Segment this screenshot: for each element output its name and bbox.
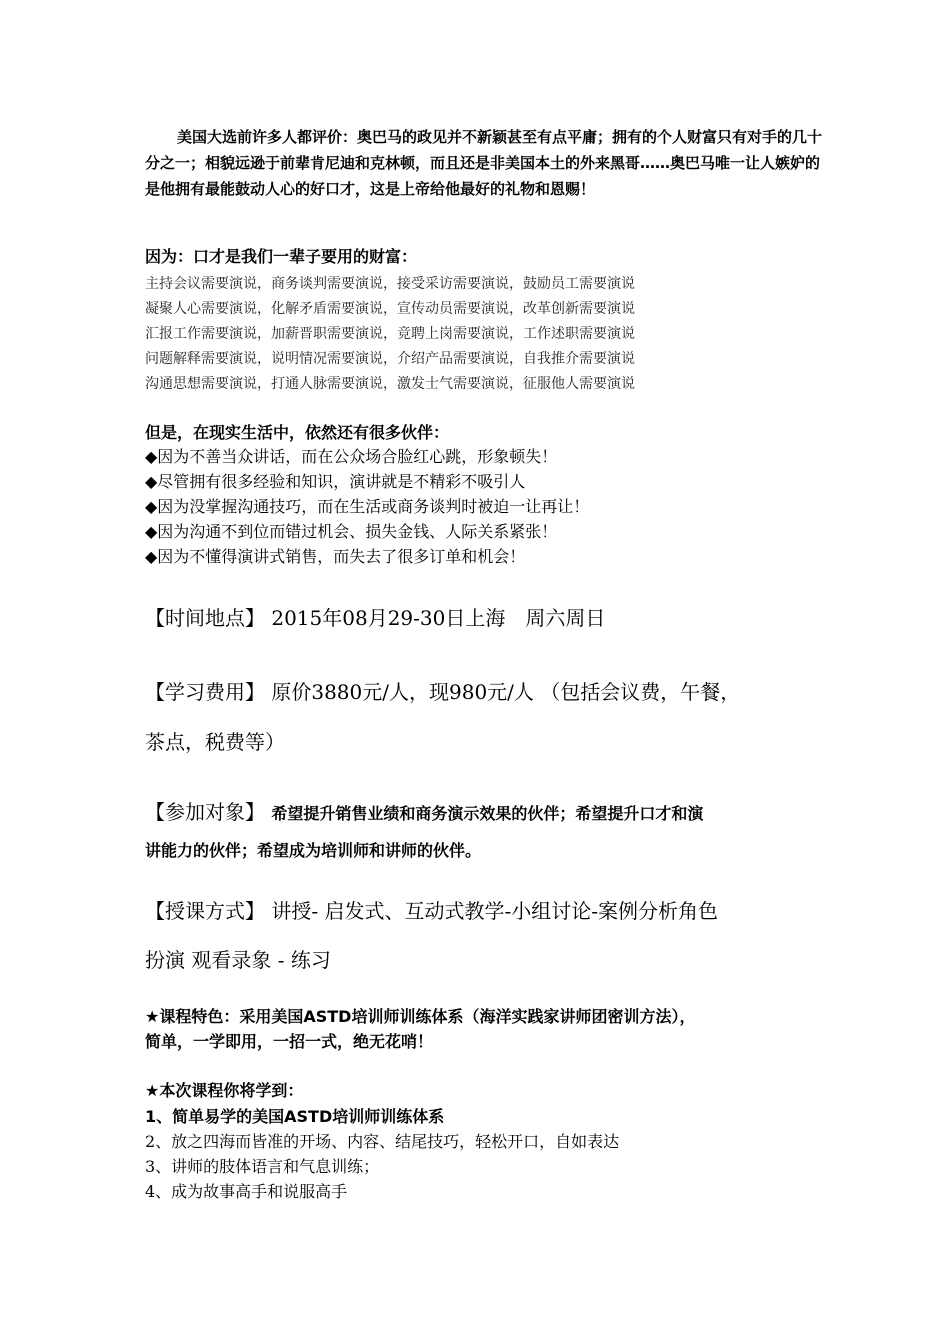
because-heading: 因为：口才是我们一辈子要用的财富： bbox=[145, 247, 418, 266]
learn-item: 1、简单易学的美国ASTD培训师训练体系 bbox=[145, 1107, 445, 1126]
learn-heading: ★本次课程你将学到： bbox=[145, 1081, 304, 1100]
method-value-line1: 讲授- 启发式、互动式教学-小组讨论-案例分析角色 bbox=[271, 899, 718, 923]
bullet-item: ◆因为没掌握沟通技巧，而在生活或商务谈判时被迫一让再让！ bbox=[145, 497, 590, 516]
fee-row bbox=[145, 676, 740, 705]
bullet-item: ◆因为不懂得演讲式销售，而失去了很多订单和机会！ bbox=[145, 547, 526, 566]
target-row bbox=[145, 796, 703, 825]
feature-line: ★课程特色：采用美国ASTD培训师训练体系（海洋实践家讲师团密训方法）， bbox=[145, 1007, 696, 1026]
learn-item: 3、讲师的肢体语言和气息训练； bbox=[145, 1157, 380, 1176]
list-item: 主持会议需要演说，商务谈判需要演说，接受采访需要演说，鼓励员工需要演说 bbox=[145, 276, 635, 292]
bullet-item: ◆因为不善当众讲话，而在公众场合脸红心跳，形象顿失！ bbox=[145, 447, 558, 466]
time-location-row bbox=[145, 602, 605, 631]
but-heading: 但是，在现实生活中，依然还有很多伙伴： bbox=[145, 423, 450, 442]
method-row bbox=[145, 895, 718, 924]
feature-line: 简单，一学即用，一招一式，绝无花哨！ bbox=[145, 1032, 434, 1051]
target-value-line2: 讲能力的伙伴；希望成为培训师和讲师的伙伴。 bbox=[145, 841, 482, 860]
list-item: 问题解释需要演说，说明情况需要演说，介绍产品需要演说，自我推介需要演说 bbox=[145, 351, 635, 367]
bullet-item: ◆尽管拥有很多经验和知识，演讲就是不精彩不吸引人 bbox=[145, 472, 526, 491]
list-item: 沟通思想需要演说，打通人脉需要演说，激发士气需要演说，征服他人需要演说 bbox=[145, 376, 635, 392]
list-item: 汇报工作需要演说，加薪晋职需要演说，竞聘上岗需要演说，工作述职需要演说 bbox=[145, 326, 635, 342]
speech-needs-list bbox=[145, 272, 635, 397]
target-label: 【参加对象】 bbox=[145, 800, 265, 824]
method-label: 【授课方式】 bbox=[145, 899, 265, 923]
method-value-line2: 扮演 观看录象 - 练习 bbox=[145, 948, 331, 972]
fee-label: 【学习费用】 bbox=[145, 680, 265, 704]
time-location-value: 2015年08月29-30日上海 周六周日 bbox=[271, 606, 606, 630]
problem-bullets bbox=[145, 444, 589, 569]
learn-list bbox=[145, 1104, 619, 1204]
learn-item: 4、成为故事高手和说服高手 bbox=[145, 1182, 348, 1201]
time-location-label: 【时间地点】 bbox=[145, 606, 265, 630]
bullet-item: ◆因为沟通不到位而错过机会、损失金钱、人际关系紧张！ bbox=[145, 522, 558, 541]
target-value-line1: 希望提升销售业绩和商务演示效果的伙伴；希望提升口才和演 bbox=[271, 804, 704, 823]
learn-item: 2、放之四海而皆准的开场、内容、结尾技巧，轻松开口，自如表达 bbox=[145, 1132, 620, 1151]
fee-value-line1: 原价3880元/人，现980元/人 （包括会议费，午餐， bbox=[271, 680, 741, 704]
list-item: 凝聚人心需要演说，化解矛盾需要演说，宣传动员需要演说，改革创新需要演说 bbox=[145, 301, 635, 317]
intro-paragraph: 美国大选前许多人都评价：奥巴马的政见并不新颖甚至有点平庸；拥有的个人财富只有对手的几十分之一；相貌远逊于前辈肯尼迪和克林顿，而且还是非美国本土的外来黑哥……奥巴马唯一让人嫉妒的是他拥有最能鼓动人心的好口才，这是上帝给他最好的礼物和恩赐！ bbox=[145, 128, 823, 198]
course-feature bbox=[145, 1004, 825, 1054]
fee-value-line2: 茶点，税费等） bbox=[145, 730, 285, 754]
